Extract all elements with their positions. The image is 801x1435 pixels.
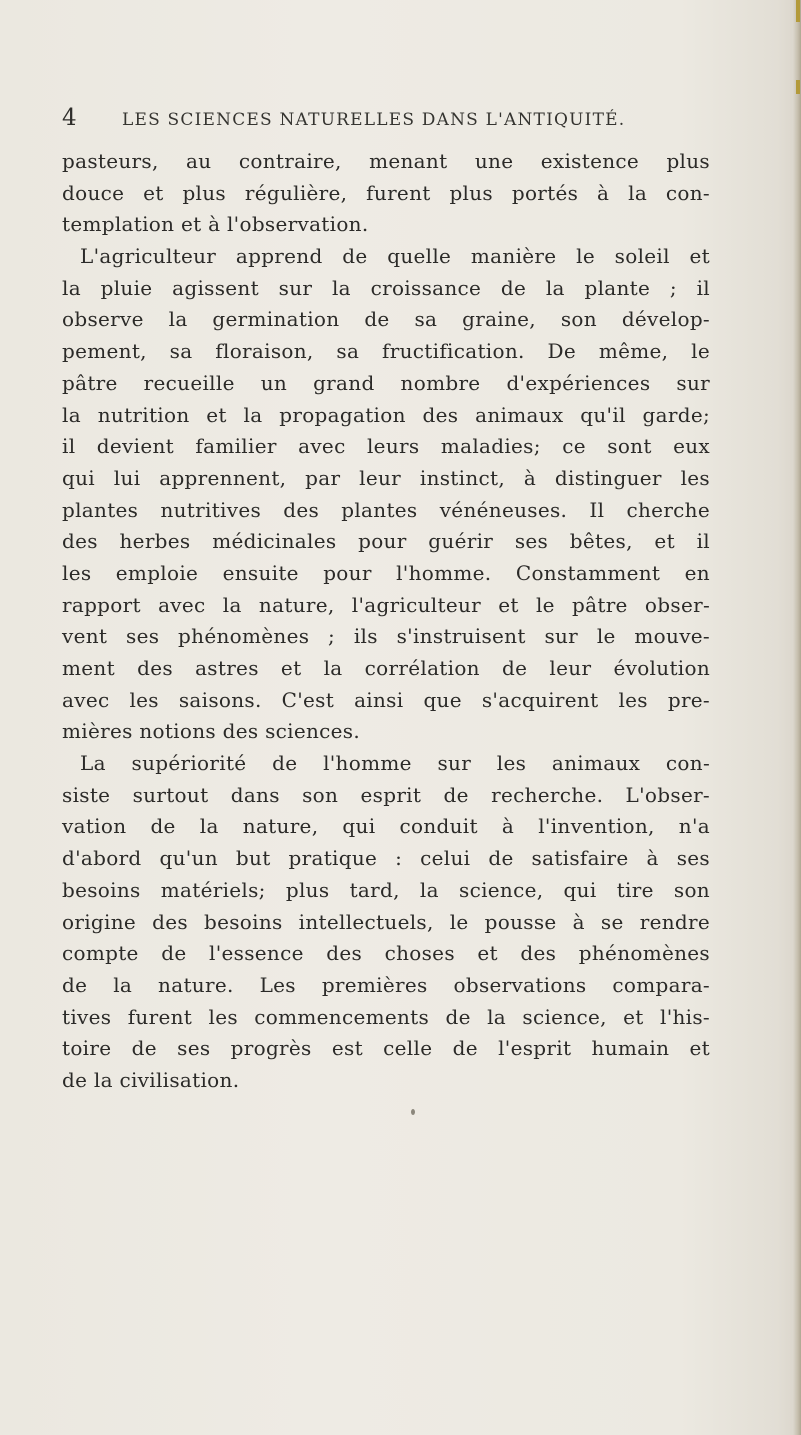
text-line: avec les saisons. C'est ainsi que s'acquirent les pre- xyxy=(62,687,710,712)
text-line: mières notions des sciences. xyxy=(62,719,361,744)
page-header xyxy=(62,103,712,139)
text-line: vent ses phénomènes ; ils s'instruisent sur le mouve- xyxy=(62,624,710,649)
text-line: toire de ses progrès est celle de l'esprit humain et xyxy=(62,1036,710,1061)
text-line: pâtre recueille un grand nombre d'expériences sur xyxy=(62,370,710,395)
text-line: origine des besoins intellectuels, le pousse à se rendre xyxy=(62,909,710,934)
text-line: tives furent les commencements de la science, et l'his- xyxy=(62,1004,710,1029)
running-head: LES SCIENCES NATURELLES DANS L'ANTIQUITÉ. xyxy=(122,110,626,130)
text-line: rapport avec la nature, l'agriculteur et le pâtre obser- xyxy=(62,592,710,617)
text-line: des herbes médicinales pour guérir ses bêtes, et il xyxy=(62,529,710,554)
text-line: qui lui apprennent, par leur instinct, à distinguer les xyxy=(62,465,710,490)
text-line: La supériorité de l'homme sur les animaux con- xyxy=(80,751,710,776)
text-line: compte de l'essence des choses et des phénomènes xyxy=(62,941,710,966)
text-line: la nutrition et la propagation des animaux qu'il garde; xyxy=(62,402,710,427)
text-line: plantes nutritives des plantes vénéneuses. Il cherche xyxy=(62,497,710,522)
page-edge-mark xyxy=(796,80,800,94)
text-line: ment des astres et la corrélation de leur évolution xyxy=(62,656,710,680)
text-line: pasteurs, au contraire, menant une existence plus xyxy=(62,149,710,173)
text-line: vation de la nature, qui conduit à l'invention, n'a xyxy=(62,814,710,839)
text-line: L'agriculteur apprend de quelle manière le soleil et xyxy=(80,244,710,269)
page-number: 4 xyxy=(62,105,77,131)
text-line: d'abord qu'un but pratique : celui de satisfaire à ses xyxy=(62,846,710,871)
text-line: de la civilisation. xyxy=(62,1067,240,1092)
text-line: besoins matériels; plus tard, la science, qui tire son xyxy=(62,877,710,902)
text-line: les emploie ensuite pour l'homme. Constamment en xyxy=(62,560,710,585)
text-line: observe la germination de sa graine, son dévelop- xyxy=(62,307,710,332)
text-line: il devient familier avec leurs maladies; ce sont eux xyxy=(62,434,710,459)
page-edge-mark xyxy=(796,0,800,22)
page-edge-shadow xyxy=(793,0,801,1435)
body-text xyxy=(62,146,710,1097)
text-line: de la nature. Les premières observations compara- xyxy=(62,972,710,997)
text-line: templation et à l'observation. xyxy=(62,212,369,237)
text-line: la pluie agissent sur la croissance de la plante ; il xyxy=(62,275,710,300)
text-line: pement, sa floraison, sa fructification. De même, le xyxy=(62,339,710,364)
text-line: douce et plus régulière, furent plus portés à la con- xyxy=(62,180,710,205)
text-line: siste surtout dans son esprit de recherche. L'obser- xyxy=(62,782,710,807)
paper-speck xyxy=(411,1109,415,1115)
